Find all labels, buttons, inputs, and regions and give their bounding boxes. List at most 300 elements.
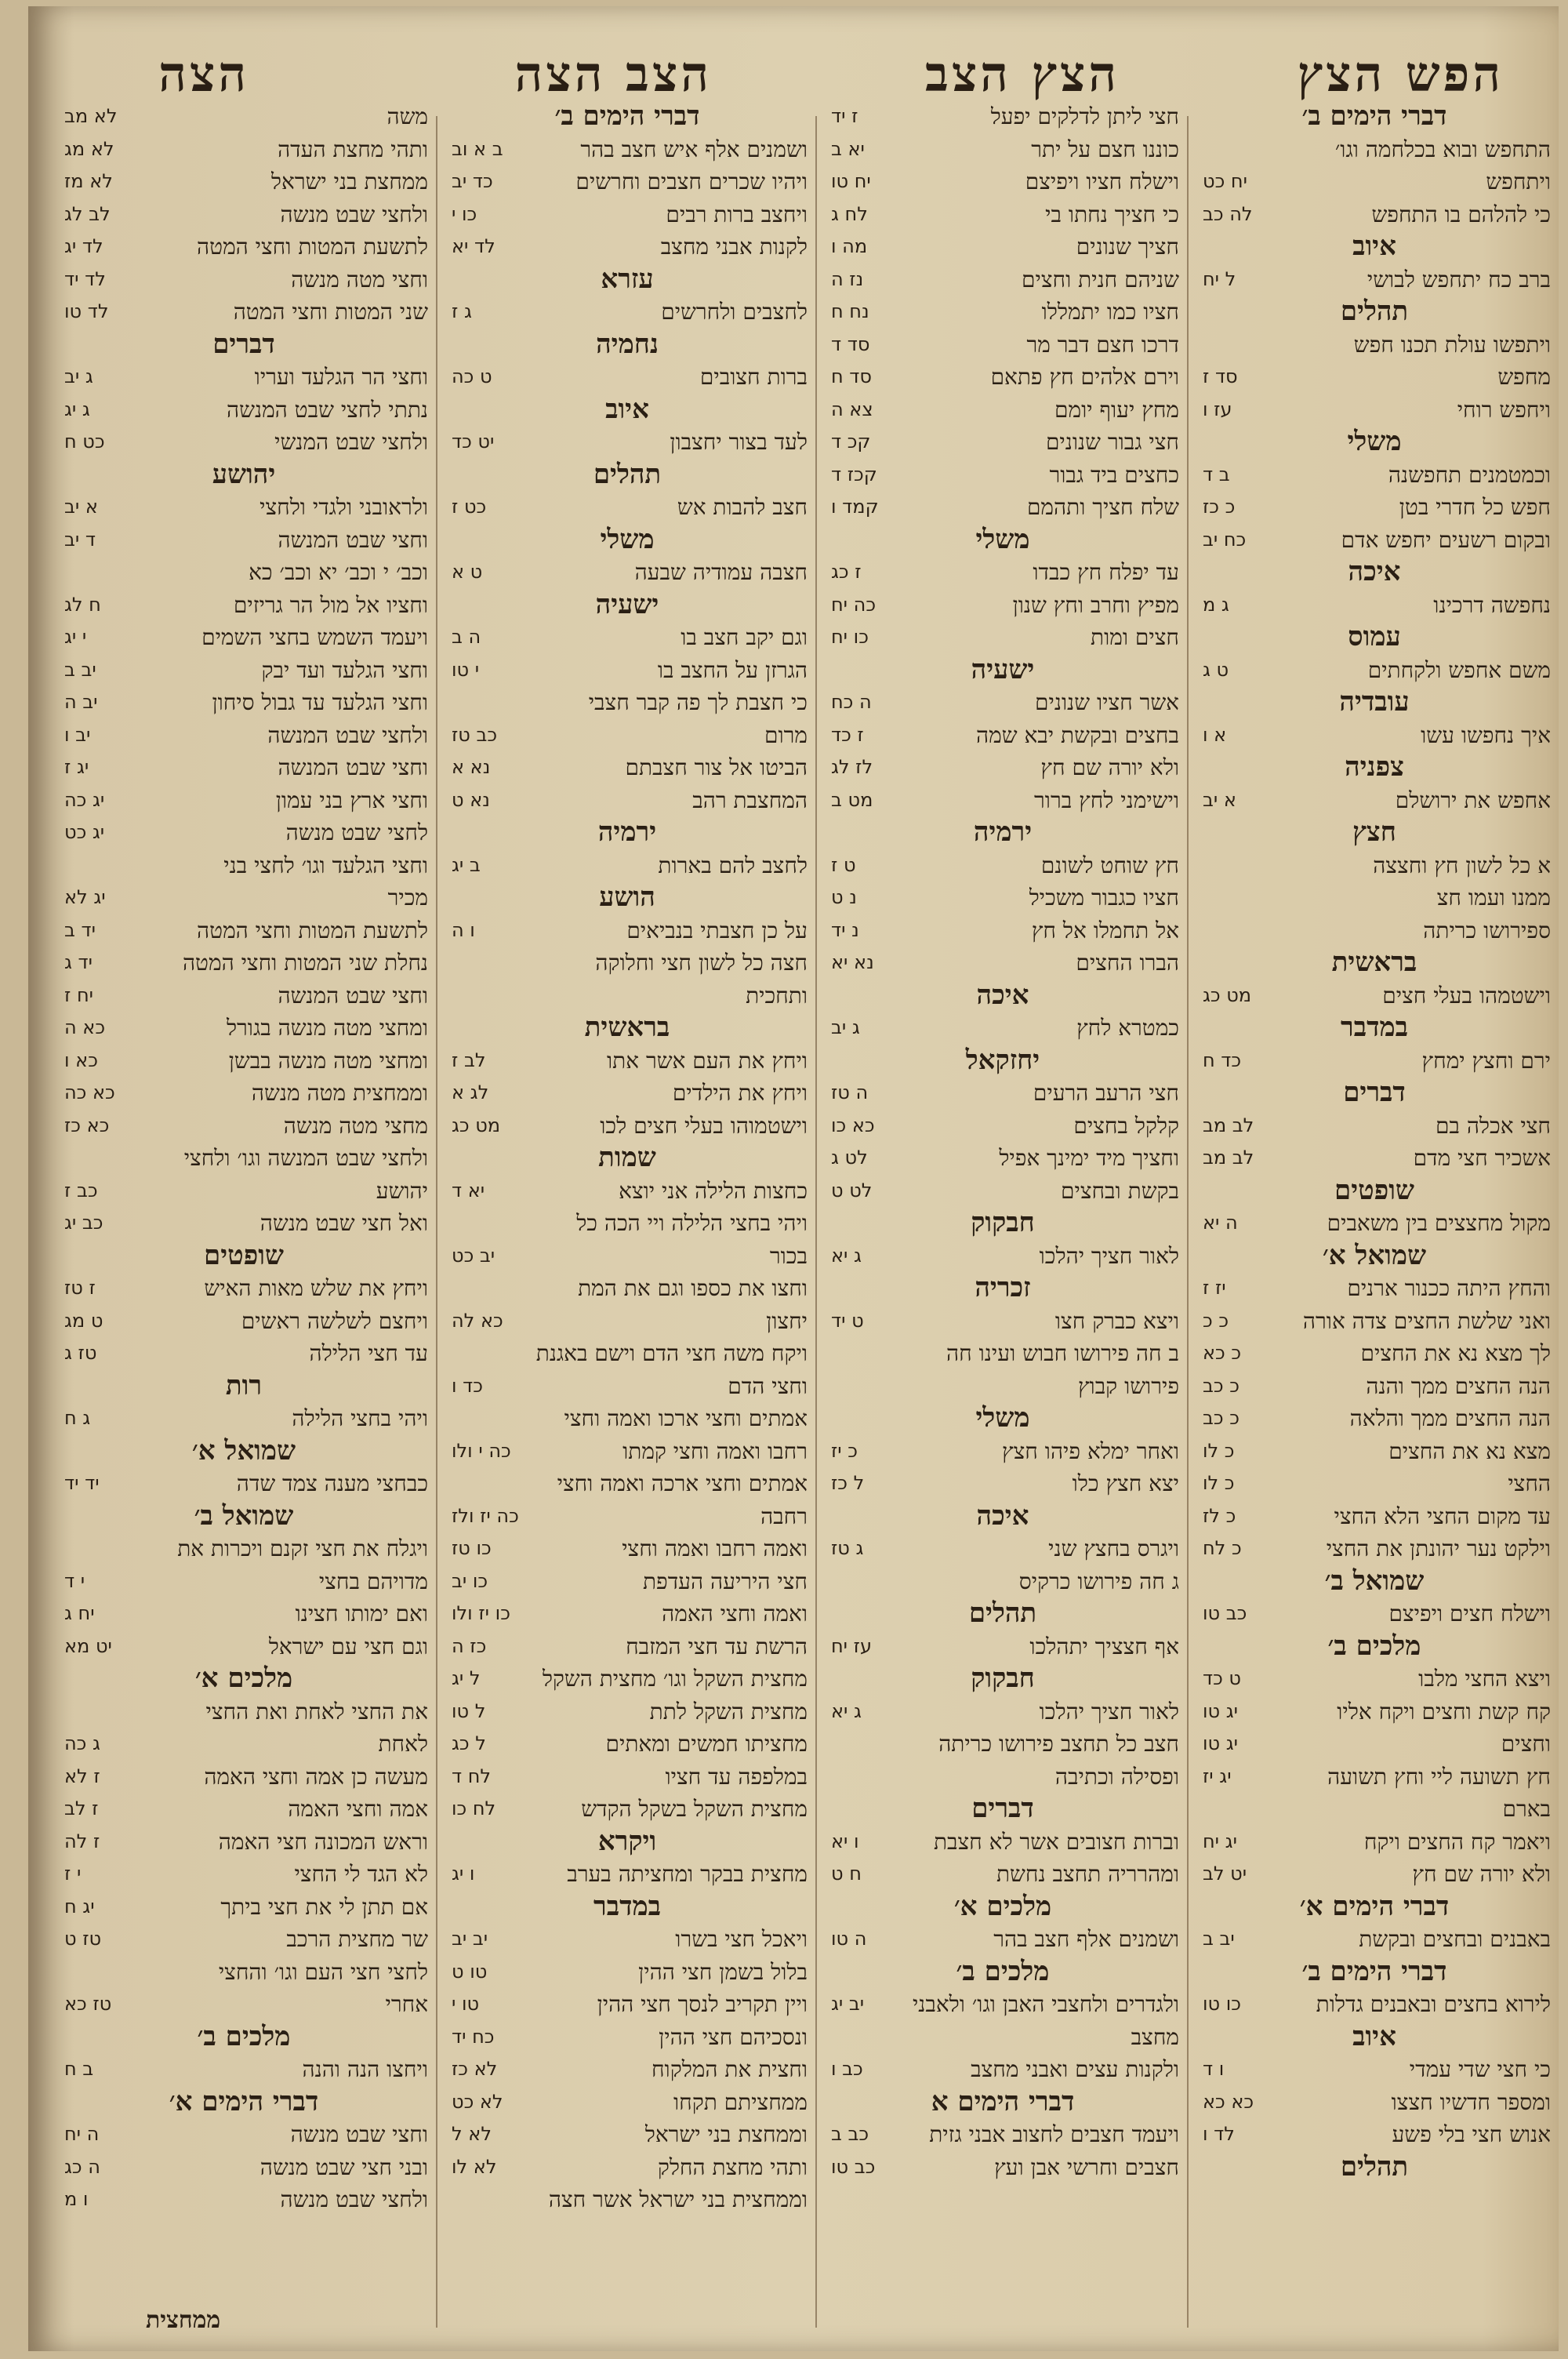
entry-line (1198, 849, 1551, 882)
entry-line (447, 2151, 808, 2184)
catchword: ממחצית (146, 2306, 221, 2334)
entry-reference: ו יג (452, 1863, 475, 1885)
entry-text: ולגדרים ולחצבי האבן וגו׳ ולאבני (912, 1991, 1179, 2017)
entry-line (1198, 1858, 1551, 1891)
entry-line (447, 947, 808, 980)
entry-reference: קכ ד (831, 431, 871, 453)
entry-text: וגם חצי עם ישראל (268, 1633, 428, 1659)
entry-line (447, 1956, 808, 1989)
entry-line (60, 165, 428, 198)
entry-text: ונסכיהם חצי ההין (659, 2023, 808, 2050)
entry-reference: לא מג (64, 137, 114, 160)
entry-reference: כא כה (64, 1081, 115, 1103)
entry-reference: סד ז (1203, 365, 1238, 387)
entry-line (60, 1142, 428, 1175)
entry-text: לאור חציך יהלכו (1039, 1698, 1179, 1725)
entry-reference: ו ה (452, 918, 475, 941)
entry-reference: כב יג (64, 1212, 103, 1234)
entry-reference: טז ט (64, 1928, 102, 1950)
entry-line (1198, 459, 1551, 492)
book-heading: תהלים (593, 458, 662, 490)
entry-text: בכור (769, 1242, 808, 1269)
entry-line (447, 556, 808, 589)
entry-line (60, 524, 428, 557)
entry-line (60, 881, 428, 914)
entry-text: וברות חצובים אשר לא חצבת (933, 1828, 1179, 1855)
entry-reference: לה כב (1203, 202, 1253, 225)
entry-line (60, 1077, 428, 1110)
entry-reference: לב לג (64, 202, 111, 225)
entry-line (60, 1598, 428, 1630)
entry-reference: לב מב (1203, 1114, 1254, 1136)
entry-reference (1198, 849, 1203, 882)
book-heading: עובדיה (1339, 686, 1410, 718)
entry-line (447, 980, 808, 1012)
entry-line (60, 361, 428, 394)
entry-text: בארם (1502, 1796, 1551, 1822)
entry-line (1198, 1337, 1551, 1370)
entry-text: וחצי שבט המנשה (278, 982, 428, 1009)
book-heading: תהלים (1340, 296, 1409, 327)
entry-text: ולקנות עצים ואבני מחצב (971, 2056, 1179, 2082)
entry-line (447, 426, 808, 459)
book-heading: איוב (1352, 231, 1396, 262)
entry-reference (447, 1272, 452, 1305)
entry-text: ומספר חדשיו חצצו (1391, 2088, 1551, 2115)
book-heading: שמות (598, 1142, 656, 1173)
entry-reference: ג יא (831, 1699, 862, 1722)
entry-line (1198, 1826, 1551, 1859)
entry-line (60, 198, 428, 231)
entry-text: אמה וחצי האמה (288, 1796, 428, 1822)
entry-reference: כ לו (1203, 1439, 1235, 1462)
entry-line (826, 459, 1179, 492)
entry-reference (60, 1696, 64, 1728)
entry-reference: יג יח (1203, 1830, 1237, 1852)
entry-line (826, 2053, 1179, 2086)
entry-text: קלקל בחצים (1073, 1112, 1179, 1139)
entry-reference: כד ח (1203, 1049, 1242, 1071)
entry-line (1198, 1761, 1551, 1794)
entry-text: ומהרריה תחצב נחשת (996, 1861, 1179, 1887)
entry-reference: לח כו (452, 1797, 496, 1819)
entry-line (826, 947, 1179, 980)
entry-text: אחרי (385, 1991, 428, 2017)
entry-line (60, 816, 428, 849)
entry-text: כבחצי מענה צמד שדה (236, 1470, 428, 1496)
entry-text: וראש המכונה חצי האמה (218, 1828, 428, 1855)
book-heading: דברי הימים ב׳ (1301, 1955, 1447, 1987)
entry-reference (60, 556, 64, 589)
entry-reference: כב ו (831, 2058, 863, 2080)
entry-text: עד חצי הלילה (309, 1340, 428, 1366)
entry-line (826, 198, 1179, 231)
entry-text: ולראובני ולגדי ולחצי (260, 494, 428, 520)
entry-text: ויצא החצי מלבו (1418, 1666, 1551, 1692)
entry-line (60, 1696, 428, 1728)
entry-text: אם תתן לי את חצי ביתך (220, 1893, 428, 1920)
entry-reference: לט ט (831, 1179, 873, 1201)
entry-reference (447, 1337, 452, 1370)
entry-reference: ב ד (1203, 463, 1230, 485)
entry-text: שני המטות וחצי המטה (233, 299, 428, 325)
entry-reference: צא ה (831, 398, 873, 420)
column-4 (60, 100, 428, 2335)
book-heading: מלכים א׳ (953, 1890, 1052, 1922)
entry-line (826, 2118, 1179, 2151)
entry-reference (447, 980, 452, 1012)
entry-reference: ל יג (452, 1667, 481, 1689)
entry-text: ושמנים אלף חצב בהר (993, 1926, 1179, 1952)
entry-reference: לז לג (831, 756, 873, 778)
entry-text: ולא יורה שם חץ (1040, 754, 1179, 780)
entry-text: חפש כל חדרי בטן (1399, 494, 1551, 520)
book-heading: מלכים ב׳ (1327, 1630, 1421, 1662)
book-heading: ויקרא (597, 1825, 657, 1857)
entry-line (826, 881, 1179, 914)
entry-line (826, 491, 1179, 524)
entry-reference: כז ה (452, 1634, 487, 1657)
entry-text: חצי ליתן לדלקים יפעל (990, 104, 1179, 129)
entry-line (447, 1337, 808, 1370)
book-heading: דברים (971, 1793, 1034, 1824)
entry-text: וישלח חצים ויפיצם (1388, 1601, 1551, 1627)
entry-line (60, 1110, 428, 1143)
entry-line (60, 1793, 428, 1826)
book-heading: איוב (605, 393, 649, 425)
entry-reference: לא כז (452, 2058, 498, 2080)
entry-line (1198, 1663, 1551, 1696)
entry-line (826, 556, 1179, 589)
entry-text: עד יפלח חץ כבדו (1033, 559, 1179, 585)
entry-line (447, 2183, 808, 2216)
entry-reference: קמד ו (831, 496, 879, 518)
entry-line (60, 1923, 428, 1956)
entry-text: ויצא כברק חצו (1054, 1307, 1179, 1334)
entry-reference: ט כד (1203, 1667, 1241, 1689)
entry-line (1198, 980, 1551, 1012)
entry-line (447, 1663, 808, 1696)
entry-text: בלול בשמן חצי ההין (638, 1958, 808, 1985)
entry-line (447, 361, 808, 394)
entry-text: משם אחפש ולקחתים (1367, 656, 1551, 683)
entry-text: ויגרס בחצץ שני (1048, 1536, 1179, 1561)
entry-line (60, 1761, 428, 1794)
entry-line (447, 1077, 808, 1110)
entry-reference: ז לא (64, 1765, 100, 1787)
entry-line (826, 1565, 1179, 1598)
entry-reference: ג יב (831, 1016, 860, 1038)
entry-text: ויחצם לשלשה ראשים (241, 1307, 428, 1334)
entry-reference: יא ב (831, 137, 865, 160)
entry-text: וישימני לחץ ברור (1034, 787, 1179, 813)
entry-line (60, 1891, 428, 1924)
entry-line (60, 2053, 428, 2086)
entry-reference: כ כב (1203, 1407, 1240, 1429)
entry-reference: ג יג (64, 398, 90, 420)
entry-reference: י יג (64, 626, 87, 648)
entry-line (447, 1435, 808, 1468)
entry-text: אל תחמלו אל חץ (1031, 917, 1179, 943)
entry-text: לתשעת המטות וחצי המטה (197, 917, 428, 943)
entry-line (826, 849, 1179, 882)
entry-reference: כא כז (64, 1114, 110, 1136)
entry-reference: לא ל (452, 2123, 492, 2145)
entry-reference: כו י (452, 202, 477, 225)
entry-line (1198, 1305, 1551, 1338)
entry-reference: לד ו (1203, 2123, 1235, 2145)
entry-text: שר מחצית הרכב (286, 1926, 428, 1952)
entry-reference: נא ט (452, 788, 490, 811)
entry-text: וחצים (1501, 1731, 1551, 1757)
entry-reference: יד ג (64, 951, 93, 973)
entry-line (60, 1467, 428, 1500)
entry-line (826, 1370, 1179, 1403)
entry-reference: יט מא (64, 1634, 112, 1657)
entry-text: ויהי בחצי הלילה ויי הכה כל (576, 1210, 808, 1236)
entry-line (1198, 329, 1551, 362)
entry-reference: ל כג (452, 1732, 486, 1754)
entry-line (60, 1728, 428, 1761)
book-heading: משלי (1347, 426, 1402, 457)
entry-text: חצבים וחרשי אבן ועץ (994, 2154, 1179, 2180)
entry-text: מחפש (1497, 364, 1551, 390)
entry-reference: ו מ (64, 2188, 89, 2210)
running-head-1: הפש הצץ (1297, 45, 1504, 103)
entry-line (1198, 719, 1551, 752)
entry-text: ויחץ את שלש מאות האיש (204, 1275, 428, 1301)
book-heading: משלי (975, 1402, 1030, 1434)
entry-line (826, 751, 1179, 784)
entry-text: ופסילה וכתיבה (1054, 1763, 1179, 1790)
entry-line (1198, 654, 1551, 687)
entry-reference: יג יז (1203, 1765, 1232, 1787)
entry-text: הרשת עד חצי המזבח (626, 1633, 808, 1659)
entry-reference: טו י (452, 1993, 480, 2015)
entry-line (826, 361, 1179, 394)
entry-line (826, 1142, 1179, 1175)
entry-text: לחצב להם בארות (658, 852, 808, 878)
entry-reference (826, 1370, 831, 1403)
entry-line (1198, 1988, 1551, 2021)
entry-reference: כו יח (831, 626, 869, 648)
entry-line (60, 1305, 428, 1338)
entry-text: נתתי לחצי שבט המנשה (227, 396, 428, 423)
entry-line (60, 296, 428, 329)
entry-line (447, 2053, 808, 2086)
entry-reference: ט ג (1203, 658, 1229, 681)
entry-text: לחצבים ולחרשים (661, 299, 808, 325)
entry-text: ירם וחצץ ימחץ (1421, 1047, 1551, 1074)
entry-reference: י טו (452, 658, 480, 681)
entry-reference: סד ח (831, 365, 872, 387)
entry-line (447, 231, 808, 264)
entry-line (447, 1923, 808, 1956)
book-heading: שופטים (1334, 1174, 1414, 1206)
entry-reference: יב ב (1203, 1928, 1235, 1950)
entry-text: ותחכית (746, 982, 808, 1009)
book-heading: עזרא (601, 263, 654, 295)
entry-reference (447, 2183, 452, 2216)
entry-reference: ג יב (64, 365, 93, 387)
book-heading: עמוס (1348, 621, 1401, 652)
entry-text: ואחר ימלא פיהו חצץ (1002, 1438, 1179, 1464)
entry-reference: ג יא (831, 1244, 862, 1267)
entry-line (447, 296, 808, 329)
entry-line (60, 2183, 428, 2216)
entry-text: המחצבת רהב (692, 787, 808, 813)
entry-reference: ל טו (452, 1699, 486, 1722)
entry-reference: יח כט (1203, 170, 1247, 192)
entry-reference: ז יד (831, 105, 858, 127)
entry-text: וילקט נער יהונתן את החצי (1326, 1536, 1551, 1561)
entry-line (826, 1988, 1179, 2021)
entry-line (1198, 361, 1551, 394)
entry-reference: ג ז (452, 300, 472, 322)
running-head-2: הצץ הצב (924, 45, 1120, 103)
entry-text: רחבה (760, 1503, 808, 1529)
entry-reference: ל יח (1203, 267, 1236, 290)
entry-reference: לד יא (452, 235, 495, 257)
entry-reference: י ד (64, 1569, 85, 1592)
entry-line (1198, 165, 1551, 198)
entry-reference: ג טז (831, 1537, 864, 1559)
entry-reference: ז טז (64, 1277, 96, 1299)
entry-line (826, 231, 1179, 264)
entry-text: ויין תקריב לנסך חצי ההין (597, 1991, 808, 2017)
entry-line (826, 686, 1179, 719)
entry-text: ולחצי שבט מנשה (280, 201, 428, 227)
entry-reference: א יב (1203, 788, 1236, 811)
entry-text: ולחצי שבט המנשה וגו׳ ולחצי (183, 1145, 428, 1171)
entry-line (60, 1826, 428, 1859)
entry-reference: כ לח (1203, 1537, 1242, 1559)
entry-reference: ו ד (1203, 2058, 1225, 2080)
entry-text: ויאמר קח החצים ויקח (1363, 1828, 1551, 1855)
entry-text: ג חה פירושו כרקיס (1018, 1568, 1179, 1594)
entry-reference: ה כג (64, 2155, 100, 2178)
entry-reference: ה ב (452, 626, 481, 648)
entry-reference: ז כג (831, 561, 862, 583)
entry-text: ואל חצי שבט מנשה (260, 1210, 428, 1236)
entry-text: מכיר (387, 885, 428, 911)
book-heading: משלי (975, 523, 1030, 555)
entry-reference: עז יח (831, 1634, 873, 1657)
entry-line (826, 621, 1179, 654)
entry-line (1198, 1532, 1551, 1565)
entry-text: וחצו את כספו וגם את המת (578, 1275, 808, 1301)
entry-text: ואם ימותו חצינו (295, 1601, 428, 1627)
entry-reference: יח ז (64, 983, 93, 1006)
entry-reference: כד ו (452, 1374, 483, 1397)
entry-reference: יד יד (64, 1472, 100, 1494)
entry-line (1198, 198, 1551, 231)
entry-reference: יט לב (1203, 1863, 1247, 1885)
entry-text: ויאכל חצי בשרו (675, 1926, 808, 1952)
entry-reference: לד יג (64, 235, 103, 257)
entry-line (60, 719, 428, 752)
entry-text: משה (387, 104, 428, 129)
entry-text: וכמטמנים תחפשנה (1388, 461, 1551, 488)
entry-reference: כא לה (452, 1309, 503, 1332)
entry-text: לאור חציך יהלכו (1039, 1242, 1179, 1269)
entry-text: הברו החצים (1076, 950, 1179, 976)
entry-text: מקול מחצצים בין משאבים (1327, 1210, 1551, 1236)
entry-text: ברות חצובים (699, 364, 808, 390)
entry-text: הגרזן על החצב בו (657, 656, 808, 683)
book-heading: דברי הימים א (931, 2085, 1075, 2117)
entry-line (826, 1923, 1179, 1956)
entry-text: ותהי מחצת החלק (657, 2154, 808, 2180)
entry-reference (1198, 881, 1203, 914)
entry-line (1198, 1598, 1551, 1630)
column-3 (447, 100, 808, 2335)
entry-text: לירוא בחצים ובאבנים גדלות (1316, 1991, 1551, 2017)
book-heading: דברים (1343, 1077, 1406, 1108)
entry-line (826, 589, 1179, 622)
entry-line (447, 491, 808, 524)
entry-line (826, 784, 1179, 817)
entry-line (1198, 2053, 1551, 2086)
entry-line (60, 621, 428, 654)
entry-text: ויעמד חצבים לחצוב אבני גזית (929, 2121, 1179, 2147)
book-heading: דברי הימים א׳ (1299, 1890, 1450, 1922)
entry-reference: ב א וב (452, 137, 503, 160)
concordance-page (28, 6, 1559, 2351)
entry-text: כחצים ביד גבור (1049, 461, 1179, 488)
entry-reference: טו ט (452, 1960, 488, 1983)
entry-text: לחצי חצי העם וגו׳ והחצי (218, 1958, 428, 1985)
entry-line (60, 556, 428, 589)
entry-text: לקנות אבני מחצב (660, 234, 808, 260)
entry-line (60, 2118, 428, 2151)
entry-text: כי חצבת לך פה קבר חצבי (588, 689, 808, 715)
entry-text: חצי אכלה בם (1435, 1112, 1551, 1139)
entry-line (60, 1630, 428, 1663)
entry-text: מדויהם בחצי (318, 1568, 428, 1594)
entry-reference: יד ב (64, 918, 96, 941)
entry-line (826, 2151, 1179, 2184)
entry-text: כי חצי שדי עמדי (1409, 2056, 1551, 2082)
entry-text: דרכו חצם דבר מר (1026, 331, 1179, 358)
entry-reference: לא מב (64, 105, 118, 127)
entry-text: מחציתו חמשים ומאתים (605, 1731, 808, 1757)
entry-line (447, 686, 808, 719)
entry-reference: יב ה (64, 691, 98, 713)
entry-text: מחצי מטה מנשה (283, 1112, 428, 1139)
entry-line (60, 1565, 428, 1598)
entry-text: בקשת ובחצים (1061, 1177, 1179, 1204)
entry-reference: כב טו (831, 2155, 876, 2178)
entry-line (1198, 133, 1551, 166)
entry-reference (447, 947, 452, 980)
entry-text: חץ שוחט לשונם (1040, 852, 1179, 878)
entry-line (447, 1630, 808, 1663)
entry-reference: ט יד (831, 1309, 864, 1332)
entry-line (1198, 1793, 1551, 1826)
entry-text: איך נחפשו עשו (1421, 722, 1551, 748)
entry-text: יצא חצץ כלו (1072, 1470, 1179, 1496)
entry-reference: ג ח (64, 1407, 91, 1429)
book-heading: ירמיה (973, 816, 1033, 848)
entry-text: שלח חציך ותהמם (1026, 494, 1179, 520)
entry-reference (826, 1565, 831, 1598)
entry-text: לא הגד לי החצי (294, 1861, 428, 1887)
entry-reference (826, 1728, 831, 1761)
entry-text: וחצי שבט מנשה (290, 2121, 428, 2147)
entry-reference: ל כז (831, 1472, 865, 1494)
entry-reference: י ז (64, 1863, 82, 1885)
